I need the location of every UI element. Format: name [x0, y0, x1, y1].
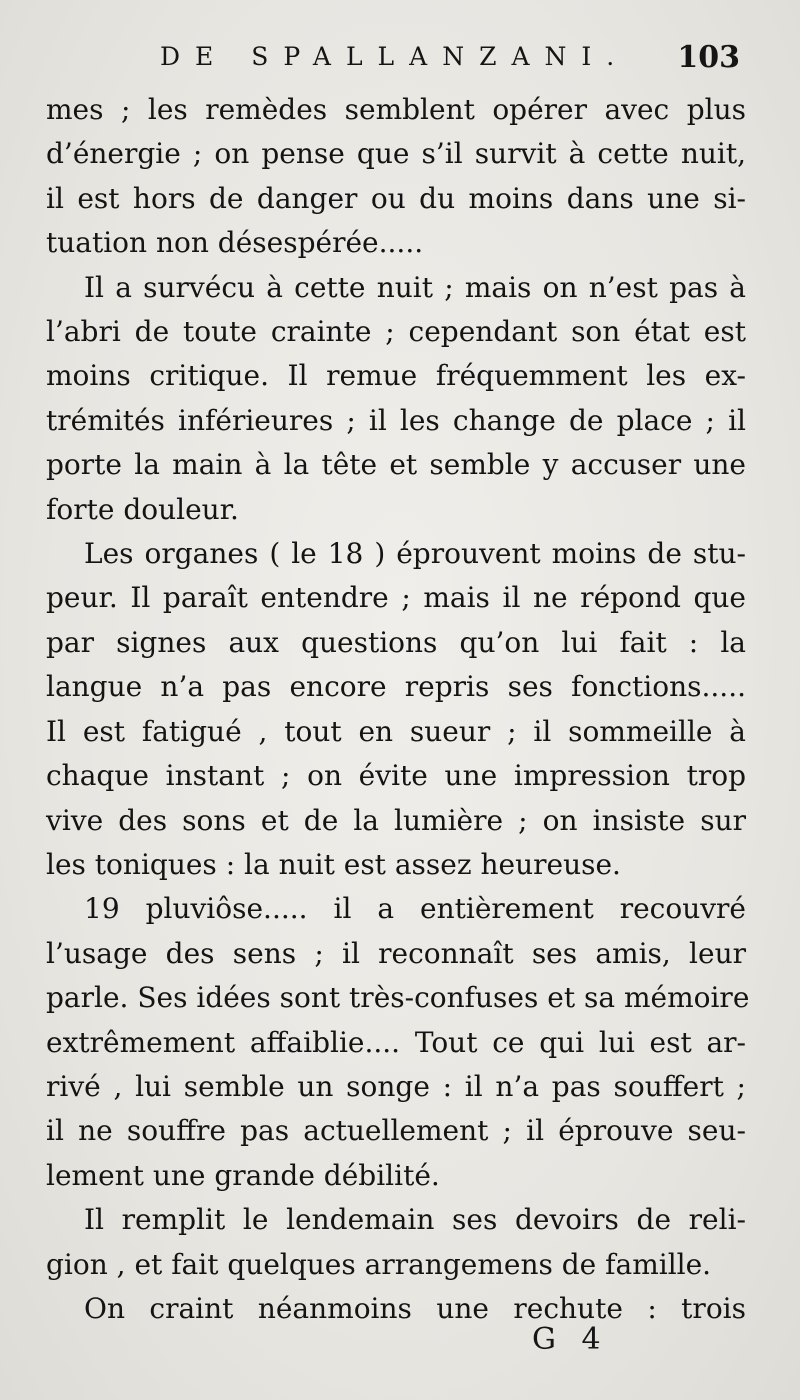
text-line: tuation non désespérée.....	[46, 226, 424, 260]
text-line: l’usage des sens ; il reconnaît ses amis, leur	[46, 936, 746, 970]
text-line: parle. Ses idées sont très-confuses et sa mémoire	[46, 981, 750, 1015]
text-line: moins critique. Il remue fréquemment les ex-	[46, 359, 746, 393]
text-line: trémités inférieures ; il les change de place ; il	[46, 403, 746, 437]
text-line: mes ; les remèdes semblent opérer avec plus	[46, 93, 746, 126]
text-line: il ne souffre pas actuellement ; il éprouve seu-	[46, 1114, 746, 1148]
running-title: DE SPALLANZANI.	[160, 42, 630, 71]
text-line: vive des sons et de la lumière ; on insiste sur	[46, 803, 746, 837]
signature-mark: G 4	[532, 1322, 609, 1357]
text-line: il est hors de danger ou du moins dans une si-	[46, 181, 746, 215]
text-line: les toniques : la nuit est assez heureuse.	[46, 847, 621, 881]
text-line: Il est fatigué , tout en sueur ; il sommeille à	[46, 714, 746, 748]
text-line: porte la main à la tête et semble y accuser une	[46, 448, 746, 482]
text-line: forte douleur.	[46, 492, 239, 526]
text-line: langue n’a pas encore repris ses fonctions.....	[46, 670, 746, 704]
text-line: chaque instant ; on évite une impression trop	[46, 759, 746, 793]
text-line: d’énergie ; on pense que s’il survit à cette nuit,	[46, 137, 746, 171]
text-line: Il a survécu à cette nuit ; mais on n’est pas à	[84, 270, 746, 304]
text-line: rivé , lui semble un songe : il n’a pas souffert ;	[46, 1069, 746, 1103]
page-header	[160, 40, 770, 80]
body-text	[46, 88, 750, 1331]
text-line: peur. Il paraît entendre ; mais il ne répond que	[46, 581, 746, 615]
text-line: gion , et fait quelques arrangemens de famille.	[46, 1247, 712, 1281]
text-line: Il remplit le lendemain ses devoirs de reli-	[84, 1203, 746, 1237]
text-line: On craint néanmoins une rechute : trois	[84, 1291, 746, 1325]
text-line: l’abri de toute crainte ; cependant son état est	[46, 315, 746, 349]
text-line: extrêmement affaiblie.... Tout ce qui lui est ar-	[46, 1025, 746, 1059]
text-line: 19 pluviôse..... il a entièrement recouvré	[84, 892, 746, 926]
text-line: par signes aux questions qu’on lui fait : la	[46, 625, 746, 659]
text-line: Les organes ( le 18 ) éprouvent moins de stu-	[84, 537, 746, 571]
text-line: lement une grande débilité.	[46, 1158, 440, 1192]
page-number: 103	[677, 40, 740, 75]
